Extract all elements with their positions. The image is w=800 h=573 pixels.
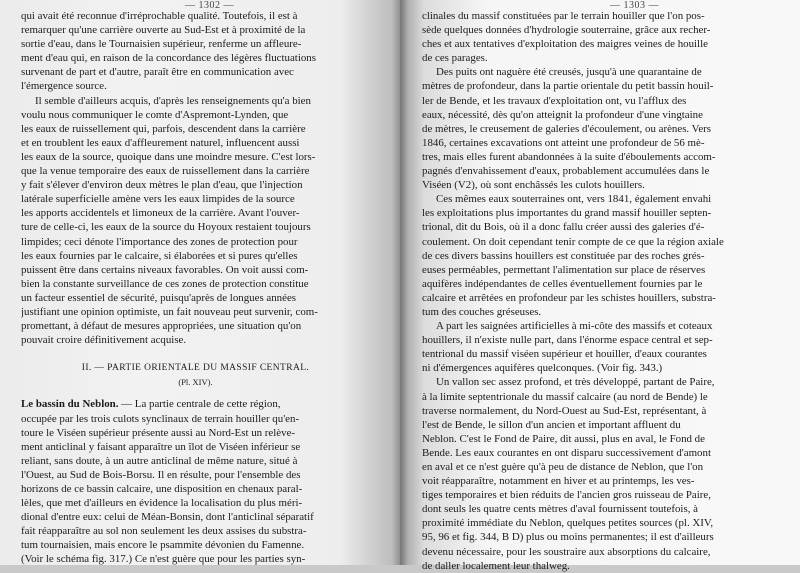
text-line: l'est de Bende, le sillon d'un ancien et important affluent du: [422, 418, 681, 431]
text-line: que la venue temporaire des eaux de ruissellement dans la carrière: [21, 165, 310, 178]
text-line: mètres de profondeur, dans la partie orientale du petit bassin houil-: [422, 80, 714, 93]
text-line: sède quelques données d'hydrologie souterraine, grâce aux recher-: [422, 24, 711, 37]
text-line: et en troublent les eaux d'affleurement naturel, influencent aussi: [21, 136, 300, 149]
text-line: Un vallon sec assez profond, et très développé, partant de Paire,: [436, 376, 715, 389]
right-paragraph-4: [422, 319, 767, 375]
text-line: euses perméables, permettant l'alimentation sur place de réserves: [422, 263, 706, 276]
right-text-column: [422, 9, 767, 573]
text-line: tentrional du massif viséen supérieur et houiller, d'eaux courantes: [422, 348, 707, 361]
text-line: en aval et ce n'est guère qu'à peu de distance de Neblon, que l'on: [422, 461, 704, 473]
text-line: puissent être dans certains niveaux favorables. On voit aussi com-: [21, 263, 309, 276]
book-gutter: [392, 0, 408, 565]
neblon-heading-rest: — La partie centrale de cette région,: [118, 398, 281, 411]
text-line: (Voir le schéma fig. 317.) Ce n'est guère que pour les parties syn-: [21, 553, 306, 566]
text-line: ment d'eau qui, en raison de la concordance des légères fluctuations: [21, 52, 316, 65]
text-line: aquifères indépendantes de celles éventuellement fournies par le: [422, 277, 703, 290]
text-line: ches et aux tentatives d'exploitation des maigres veines de houille: [422, 38, 708, 51]
text-line: les eaux fournies par le calcaire, si élaborées et si pures qu'elles: [21, 249, 298, 262]
text-line: justifiant une opinion optimiste, un fait nouveau peut survenir, com-: [21, 305, 318, 318]
text-line: tum des couches gréseuses.: [422, 305, 542, 318]
text-line: houillers, il n'existe nulle part, dans l'énorme espace central et sep-: [422, 334, 713, 347]
text-line: trional, dit du Bois, où il a donc fallu créer aussi des galeries d'é-: [422, 221, 705, 234]
right-page-number: — 1303 —: [610, 0, 659, 11]
text-line: à la limite septentrionale du massif calcaire (au nord de Bende) le: [422, 390, 708, 403]
text-line: les eaux de la source, quoique dans une moindre mesure. C'est lors-: [21, 150, 316, 163]
text-line: les eaux de ruissellement qui, parfois, descendent dans la carrière: [21, 122, 306, 135]
text-line: tres, mais elles furent abandonnées à la suite d'éboulements accom-: [422, 150, 716, 163]
text-line: Il semble d'ailleurs acquis, d'après les renseignements qu'a bien: [35, 94, 311, 107]
text-line: tiges temporaires et bien réduits de l'ancien gros ruisseau de Paire,: [422, 489, 711, 502]
text-line: 1846, certaines excavations ont atteint une profondeur de 56 mè-: [422, 136, 705, 149]
text-line: un facteur essentiel de sécurité, puisqu'après de longues années: [21, 291, 297, 304]
text-line: Des puits ont naguère été creusés, jusqu'à une quarantaine de: [436, 66, 702, 79]
text-line: limpides; ceci dénote l'importance des zones de protection pour: [21, 235, 298, 248]
text-line: remarquer qu'une carrière ouverte au Sud-Est et à proximité de la: [21, 24, 306, 37]
text-line: Neblon. C'est le Fond de Paire, dit aussi, plus en aval, le Fond de: [422, 432, 705, 445]
text-line: promettant, à défaut de mesures appropriées, une situation qu'on: [21, 320, 302, 333]
neblon-paragraph: [21, 412, 370, 567]
neblon-heading: Le bassin du Neblon.: [21, 398, 119, 411]
text-line: pouvait croire définitivement acquise.: [21, 334, 187, 347]
text-line: eaux, nécessité, dès qu'on atteignit la profondeur d'une vingtaine: [422, 108, 703, 121]
text-line: de daller localement leur thalweg.: [422, 559, 570, 572]
text-line: pagnés d'envahissement d'eaux, probablement accumulées dans le: [422, 165, 710, 178]
text-line: les exploitations plus importantes du grand massif houiller septen-: [422, 207, 712, 220]
text-line: bien la constante surveillance de ces zones de protection constitue: [21, 277, 309, 290]
text-line: tum tournaisien, mais encore le psammite dévonien du Famenne.: [21, 539, 305, 552]
text-line: ni d'émergences aquifères quelconques. (Voir fig. 343.): [422, 362, 663, 375]
text-line: traverse normalement, du Nord-Ouest au Sud-Est, représentant, à: [422, 404, 707, 417]
left-text-column: [21, 9, 370, 567]
text-line: 95, 96 et fig. 344, B D) plus ou moins permanentes; il est d'ailleurs: [422, 531, 714, 544]
text-line: l'émergence source.: [21, 80, 107, 93]
text-line: reliant, sans doute, à un autre anticlinal de même nature, situé à: [21, 454, 298, 467]
text-line: Viséen (V2), où sont enchâssés les culots houillers.: [422, 179, 645, 192]
text-line: voulu nous communiquer le comte d'Aspremont-Lynden, que: [21, 108, 289, 121]
text-line: A part les saignées artificielles à mi-côte des massifs et coteaux: [436, 320, 713, 333]
section-plate-reference: (Pl. XIV).: [178, 377, 213, 388]
text-line: dional d'entre eux: celui de Méan-Bonsin, dont l'anticlinal séparatif: [21, 511, 314, 524]
text-line: proximité immédiate du Neblon, quelques petites sources (pl. XIV,: [422, 517, 714, 530]
text-line: Bende. Les eaux courantes en ont disparu successivement d'amont: [422, 446, 711, 459]
text-line: coulement. On doit cependant tenir compte de ce que la région axiale: [422, 235, 724, 248]
text-line: ment anticlinal y faisant apparaître un îlot de Viséen inférieur se: [21, 440, 301, 453]
text-line: survenant de part et d'autre, paraît être en communication avec: [21, 66, 294, 79]
text-line: voit réapparaître, notamment en hiver et au printemps, les ves-: [422, 475, 695, 488]
right-paragraph-5: [422, 375, 767, 572]
text-line: sortie d'eau, dans le Tournaisien supérieur, renferme un affleure-: [21, 38, 302, 51]
text-line: de mètres, le creusement de galeries d'écoulement, ou arènes. Vers: [422, 122, 712, 135]
section-heading: II. — PARTIE ORIENTALE DU MASSIF CENTRAL.: [81, 363, 310, 374]
text-line: l'Ouest, au Sud de Bois-Borsu. Il en résulte, pour l'ensemble des: [21, 468, 301, 481]
text-line: calcaire et arrêtées en profondeur par les schistes houillers, substra-: [422, 291, 716, 304]
text-line: les apports accidentels et limoneux de la carrière. Avant l'ouver-: [21, 207, 300, 220]
right-paragraph-2: [422, 65, 767, 192]
text-line: dont seuls les quatre cents mètres d'aval fournissent toutefois, à: [422, 503, 698, 516]
text-line: ture de celle-ci, les eaux de la source du Hoyoux restaient toujours: [21, 221, 311, 234]
text-line: y fait s'élever d'environ deux mètres le plan d'eau, que l'injection: [21, 179, 303, 192]
text-line: de ces parages.: [422, 52, 488, 65]
right-paragraph-1: [422, 9, 767, 65]
text-line: toure le Viséen supérieur présente aussi au Nord-Est un relève-: [21, 426, 296, 439]
neblon-paragraph-lead: [21, 397, 370, 411]
right-paragraph-3: [422, 192, 767, 319]
text-line: fait réapparaître au sol non seulement les deux assises du substra-: [21, 525, 307, 538]
text-line: qui avait été reconnue d'irréprochable qualité. Toutefois, il est à: [21, 10, 298, 22]
text-line: devenu nécessaire, pour les soustraire aux absorptions du calcaire,: [422, 545, 711, 558]
text-line: de ces divers bassins houillers est constituée par des roches grés-: [422, 249, 705, 262]
text-line: Ces mêmes eaux souterraines ont, vers 1841, également envahi: [436, 193, 712, 206]
text-line: clinales du massif constituées par le terrain houiller que l'on pos-: [422, 10, 705, 22]
text-line: lèles, que met d'ailleurs en évidence la localisation du plus méri-: [21, 497, 303, 510]
left-page-number: — 1302 —: [185, 0, 234, 11]
text-line: ler de Bende, et les travaux d'exploitation ont, vu l'afflux des: [422, 94, 687, 107]
text-line: horizons de ce bassin calcaire, une disposition en chenaux paral-: [21, 483, 303, 495]
left-paragraph-1: [21, 9, 370, 347]
text-line: occupée par les trois culots synclinaux de terrain houiller qu'en-: [21, 412, 300, 425]
text-line: latérale superficielle amène vers les eaux limpides de la source: [21, 193, 295, 206]
